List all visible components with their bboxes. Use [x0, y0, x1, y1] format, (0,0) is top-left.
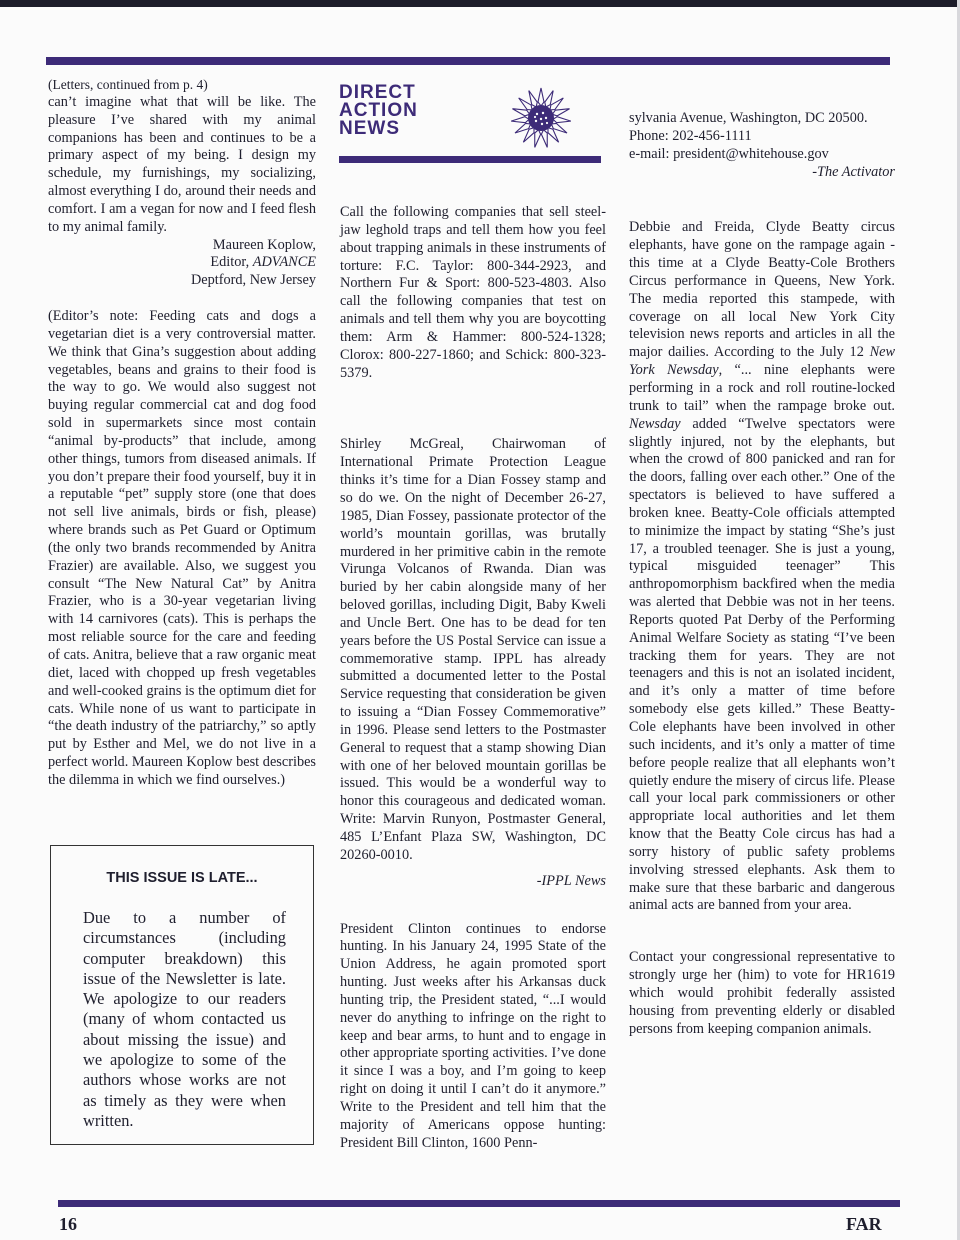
- top-rule: [46, 57, 890, 65]
- elephants-text-3: added “Twelve spectators were slightly injured, not by the elephants, but when the crowd of 800 panicked and ran for the doors, falling over each other.” One of the spectators is believed to have suffered a broken knee. Beatty-Cole officials attempted to minimize the impact by stating “She’s just 17, a troubled teenager. She is just a young, typical misguided teenager” This anthropomorphism backfired when the media was alerted that Debbie was not in her teens. Reports quoted Pat Derby of the Performing Animal Welfare Society as stating “I’ve been tracking them for years. They are not teenagers and this is not an isolated incident, and it’s only a matter of time before somebody else gets killed.” These Beatty-Cole elephants have been involved in other such incidents, and it’s only a matter of time before people realize that all elephants won’t quietly endure the misery of circus life. Please call your local park commissioners or other appropriate local authorities and let them know that the Beatty Cole circus has had a sorry history of public safety problems involving stressed elephants. Ask them to make sure that these barbaric and dangerous animal acts are banned from your area.: [629, 415, 895, 914]
- masthead-line-1: DIRECT: [339, 82, 416, 103]
- direct-action-news-masthead: [339, 84, 601, 168]
- elephants-text-2: , “... nine elephants were performing in a rock and roll routine-locked trunk to tail” when the rampage broke out.: [629, 362, 895, 414]
- elephants-pub-1: New York Newsday: [629, 344, 895, 379]
- fossey-source: -IPPL News: [536, 872, 606, 889]
- page-top-edge: [0, 0, 960, 7]
- activator-source: -The Activator: [812, 163, 895, 180]
- editor-note: (Editor’s note: Feeding cats and dogs a vegetarian diet is a very controversial matter. We think that Gina’s suggestion about adding vegetables, beans and grains to their food is the way to go. We would also suggest not buying regular commercial cat and dog food sold in supermarkets since most contain “animal by-products” that include, among other things, tumors from diseased animals. If you don’t prepare their food yourself, buy it in a reputable “pet” supply store (one that does not sell live animals, birds or fish, please) where brands such as Pet Guard or Optimum (the only two brands recommended by Anitra Frazier) are available. Also, we suggest you consult “The New Natural Cat” by Anitra Frazier, who is a 30-year vegetarian living with 14 carnivores (cats). This is perhaps the most reliable source for the care and feeding of cats. Anitra, believe that a raw organic meat diet, laced with chopped up fresh vegetables and well-cooked grains is the optimum diet for cats. While none of us want to participate in “the death industry of the patriarchy,” so aptly put by Esther and Mel, we do not live in a perfect world. Maureen Koplow best describes the dilemma in which we find ourselves.): [48, 307, 317, 788]
- masthead-line-3: NEWS: [339, 118, 400, 139]
- elephants-text-1: Debbie and Freida, Clyde Beatty circus elephants, have gone on the rampage again - this time at a Clyde Beatty-Cole Brothers Circus performance in Queens, New York. The media reported this stampede, with coverage on all local New York City television news reports and articles in all the major dailies. According to the July 12: [629, 219, 895, 361]
- clinton-phone: Phone: 202-456-1111: [629, 127, 752, 144]
- elephants-pub-2: Newsday: [629, 415, 681, 432]
- page-number: 16: [59, 1214, 77, 1234]
- continued-note: (Letters, continued from p. 4): [48, 77, 208, 92]
- letter-text: can’t imagine what that will be like. The pleasure I’ve shared with my animal companions has been and continues to be a primary aspect of my being. I design my schedule, my furnishings, my socializing, almost everything I do, around their needs and comfort. I am a vegan for now and I feed flesh to my animal family.: [48, 93, 316, 235]
- sunflower-icon: [509, 86, 573, 150]
- letter-role: [48, 254, 316, 272]
- letter-author: Maureen Koplow,: [212, 236, 316, 253]
- clinton-article: President Clinton continues to endorse hunting. In his January 24, 1995 State of the Union Address, he again promoted sport hunting. Just weeks after his Arkansas duck hunting trip, the President stated, “...I would never do anything to infringe on the right to keep and bear arms, to hunt and to engage in other appropriate sporting activities. I’ve done it since I was a boy, and I’m going to keep right on doing it until I can’t do it anymore.” Write to the President and tell him that the majority of Americans oppose hunting: President Bill Clinton, 1600 Penn-: [340, 920, 606, 1151]
- clinton-email: e-mail: president@whitehouse.gov: [629, 145, 829, 162]
- letter-publication: ADVANCE: [252, 254, 316, 271]
- masthead-title: [339, 84, 459, 138]
- letter-role-prefix: Editor,: [210, 254, 253, 271]
- column-right: [629, 110, 895, 1039]
- hr1619-article: Contact your congressional representative to strongly urge her (him) to vote for HR1619 which would prohibit federally assisted housing from preventing elderly or disabled persons from keeping companion animals.: [629, 949, 895, 1037]
- masthead-line-2: ACTION: [339, 100, 418, 121]
- fossey-article: Shirley McGreal, Chairwoman of International Primate Protection League thinks it’s time for a Dian Fossey stamp and so do we. On the night of December 26-27, 1985, Dian Fossey, passionate protector of the world’s mountain gorillas, was brutally murdered in her primitive cabin in the remote Virunga Volcanos of Rwanda. Dian was buried by her cabin alongside many of her beloved gorillas, including Digit, Baby Kweli and Uncle Bert. One has to be dead for ten years before the US Postal Service can issue a commemorative stamp. IPPL has already submitted a documented letter to the Postal Service requesting that consideration be given to issuing a “Dian Fossey Commemorative” in 1996. Please send letters to the Postmaster General to request that a stamp showing Dian with one of her beloved mountain gorillas be issued. This would be a wonderful way to honor this courageous and dedicated woman. Write: Marvin Runyon, Postmaster General, 485 L’Enfant Plaza SW, Washington, DC 20260-0010.: [340, 436, 606, 863]
- masthead-rule: [339, 156, 601, 163]
- column-left: [48, 76, 316, 790]
- bottom-rule: [58, 1200, 900, 1207]
- publication-name: FAR: [846, 1214, 882, 1234]
- letter-signature: [48, 237, 316, 290]
- column-middle: [340, 204, 606, 1153]
- clinton-address: sylvania Avenue, Washington, DC 20500.: [629, 110, 868, 126]
- notice-box: [50, 845, 314, 1145]
- traps-article: Call the following companies that sell steel-jaw leghold traps and tell them how you feel about trapping animals in these instruments of torture: F.C. Taylor: 800-344-2923, and Northern Fur & Sport: 800-523-4803. Also call the following companies that test on animals and tell them why you are boycotting them: Arm & Hammer: 800-524-1328; Clorox: 800-227-1860; and Schick: 800-323-5379.: [340, 204, 606, 381]
- elephants-article: [629, 219, 895, 915]
- letter-location: Deptford, New Jersey: [190, 272, 316, 289]
- notice-body: Due to a number of circumstances (including computer breakdown) this issue of the Newsletter is late. We apologize to our readers (many of whom contacted us about missing the issue) and we apologize to some of the authors whose works are not as timely as they were when written.: [83, 908, 286, 1130]
- notice-title: THIS ISSUE IS LATE...: [106, 870, 258, 886]
